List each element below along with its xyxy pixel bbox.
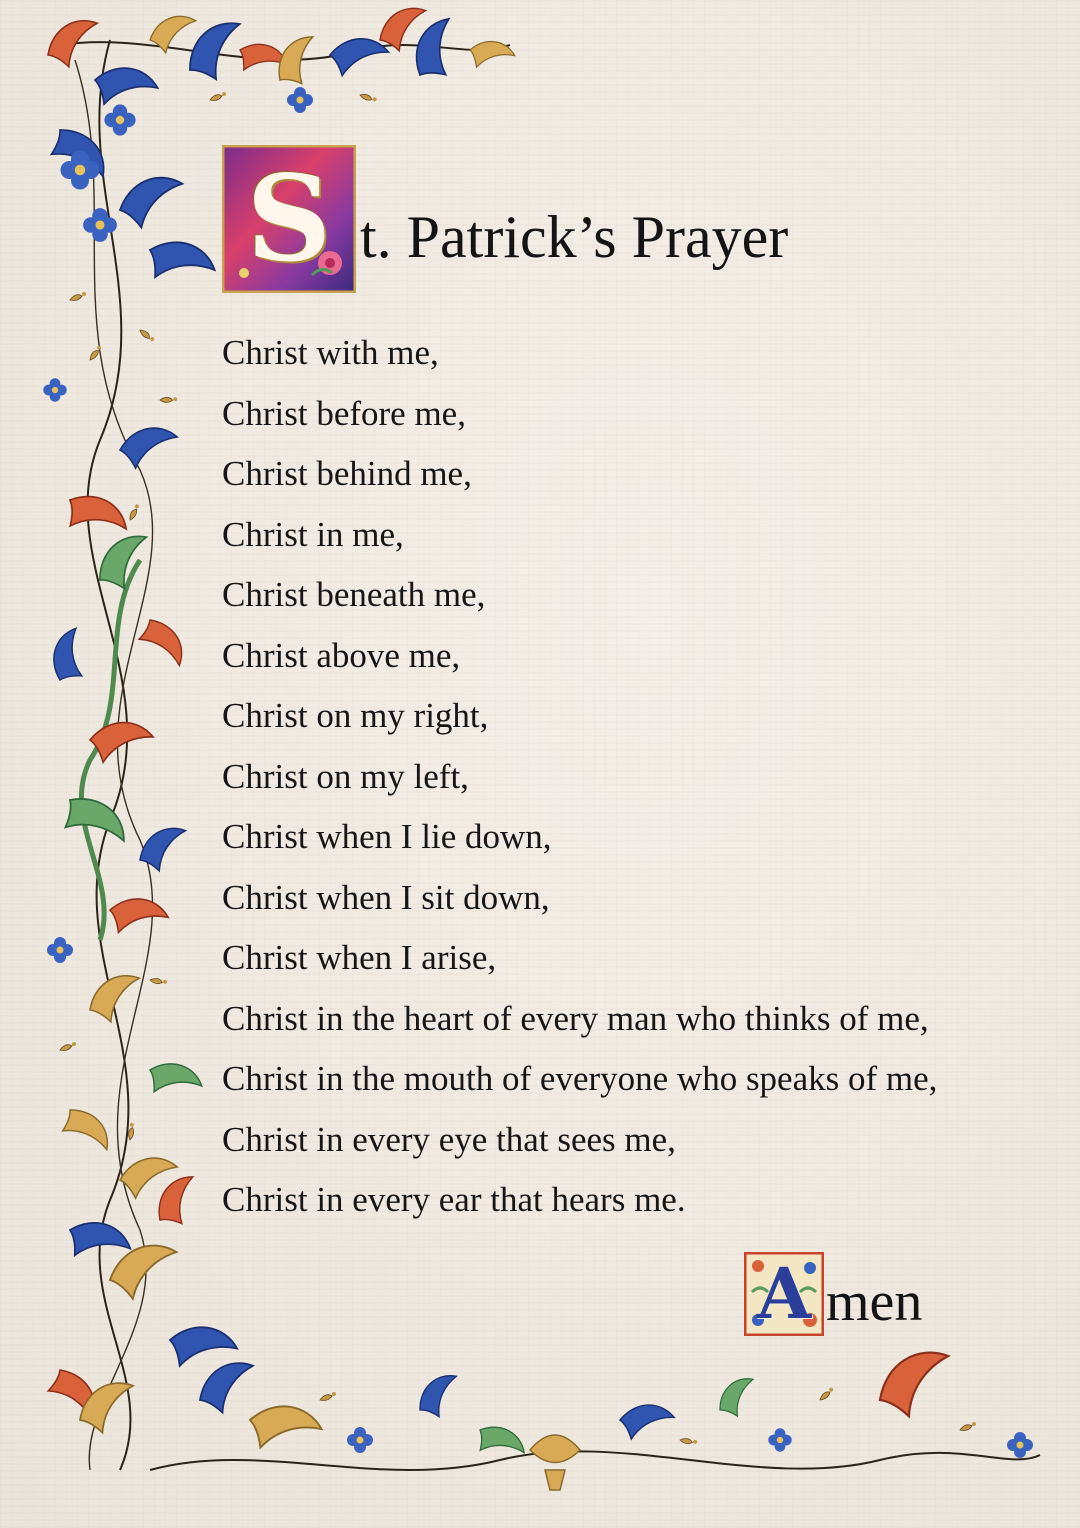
prayer-lines: [222, 326, 1042, 1234]
illuminated-initial-a: A: [744, 1252, 824, 1336]
prayer-line: Christ on my left,: [222, 756, 469, 796]
prayer-line: Christ when I arise,: [222, 938, 497, 977]
prayer-line: Christ in the mouth of everyone who speaks of me,: [222, 1059, 938, 1098]
prayer-line: Christ when I sit down,: [222, 877, 550, 917]
prayer-line: Christ in every ear that hears me.: [222, 1180, 686, 1219]
illuminated-initial-s: S: [222, 145, 356, 293]
title-text: t. Patrick’s Prayer: [360, 204, 789, 270]
prayer-line: Christ in me,: [222, 514, 404, 554]
prayer-line: Christ beneath me,: [222, 575, 486, 614]
prayer-line: Christ with me,: [222, 333, 439, 372]
prayer-line: Christ on my right,: [222, 696, 489, 735]
prayer-line: Christ behind me,: [222, 454, 472, 493]
prayer-line: Christ in the heart of every man who thinks of me,: [222, 998, 929, 1038]
prayer-line: Christ above me,: [222, 635, 461, 675]
prayer-line: Christ before me,: [222, 393, 466, 433]
amen-text: men: [826, 1271, 923, 1333]
closing-amen: [744, 1252, 922, 1336]
prayer-line: Christ when I lie down,: [222, 817, 552, 856]
prayer-line: Christ in every eye that sees me,: [222, 1119, 676, 1159]
page-title: [222, 143, 788, 293]
